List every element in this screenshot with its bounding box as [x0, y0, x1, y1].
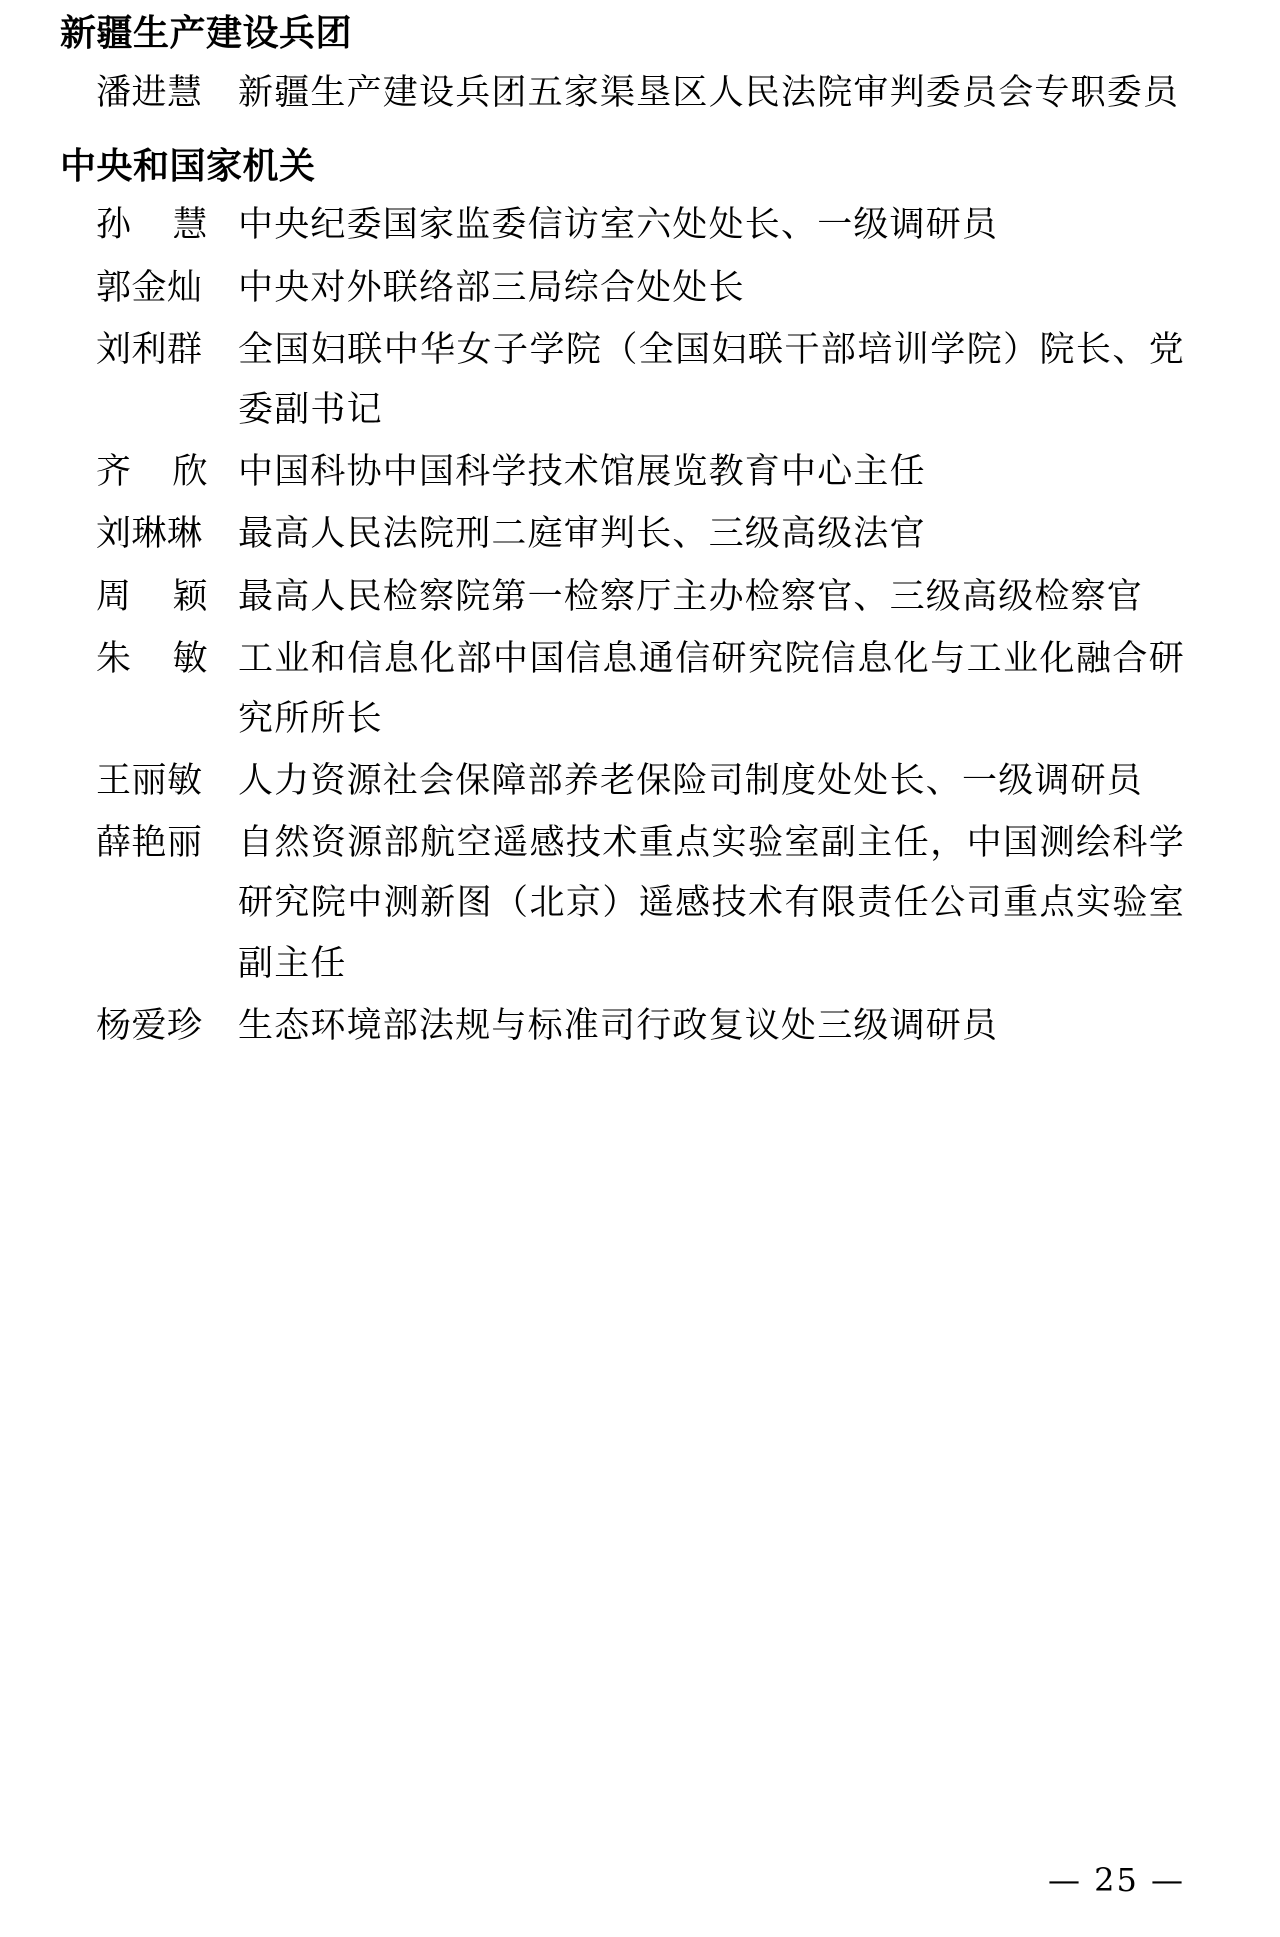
list-item — [60, 996, 1185, 1056]
entry-description: 最高人民检察院第一检察厅主办检察官、三级高级检察官 — [238, 576, 1144, 617]
entry-name — [60, 442, 238, 502]
entry-description: 生态环境部法规与标准司行政复议处三级调研员 — [238, 1005, 999, 1046]
entry-description: 中央对外联络部三局综合处处长 — [238, 267, 745, 308]
page-number: — 25 — — [1047, 1861, 1185, 1899]
entry-name-text: 孙 慧 — [96, 205, 208, 246]
entry-description: 自然资源部航空遥感技术重点实验室副主任，中国测绘科学研究院中测新图（北京）遥感技术有限责任公司重点实验室副主任 — [238, 823, 1185, 984]
entry-description: 最高人民法院刑二庭审判长、三级高级法官 — [238, 514, 926, 555]
entry-name-text: 朱 敏 — [96, 638, 208, 679]
list-item — [60, 751, 1185, 811]
entry-description: 中央纪委国家监委信访室六处处长、一级调研员 — [238, 205, 999, 246]
list-item — [60, 258, 1185, 318]
entry-name: 刘利群 — [96, 329, 203, 370]
entry-name: 刘琳琳 — [96, 514, 203, 555]
entry-description: 全国妇联中华女子学院（全国妇联干部培训学院）院长、党委副书记 — [238, 329, 1185, 430]
entry-description: 中国科协中国科学技术馆展览教育中心主任 — [238, 452, 926, 493]
entry-name — [60, 629, 238, 689]
list-item — [60, 320, 1185, 440]
list-item — [60, 195, 1185, 255]
entry-name: 潘进慧 — [96, 72, 203, 113]
list-item — [60, 567, 1185, 627]
entry-description: 工业和信息化部中国信息通信研究院信息化与工业化融合研究所所长 — [238, 638, 1185, 739]
entry-name: 薛艳丽 — [96, 823, 203, 864]
entry-name: 杨爱珍 — [96, 1005, 203, 1046]
list-item — [60, 504, 1185, 564]
entry-description: 新疆生产建设兵团五家渠垦区人民法院审判委员会专职委员 — [238, 72, 1180, 113]
entry-name-text: 周 颖 — [96, 576, 208, 617]
list-item — [60, 63, 1185, 123]
entry-name — [60, 567, 238, 627]
list-item — [60, 813, 1185, 994]
list-item — [60, 442, 1185, 502]
section-heading-central-organs: 中央和国家机关 — [60, 145, 316, 187]
section-heading-xinjiang: 新疆生产建设兵团 — [60, 13, 353, 54]
entry-description: 人力资源社会保障部养老保险司制度处处长、一级调研员 — [238, 761, 1144, 802]
entry-name: 郭金灿 — [96, 267, 203, 308]
list-item — [60, 629, 1185, 749]
entry-name-text: 齐 欣 — [96, 452, 208, 493]
entry-name: 王丽敏 — [96, 761, 203, 802]
entry-name — [60, 195, 238, 255]
